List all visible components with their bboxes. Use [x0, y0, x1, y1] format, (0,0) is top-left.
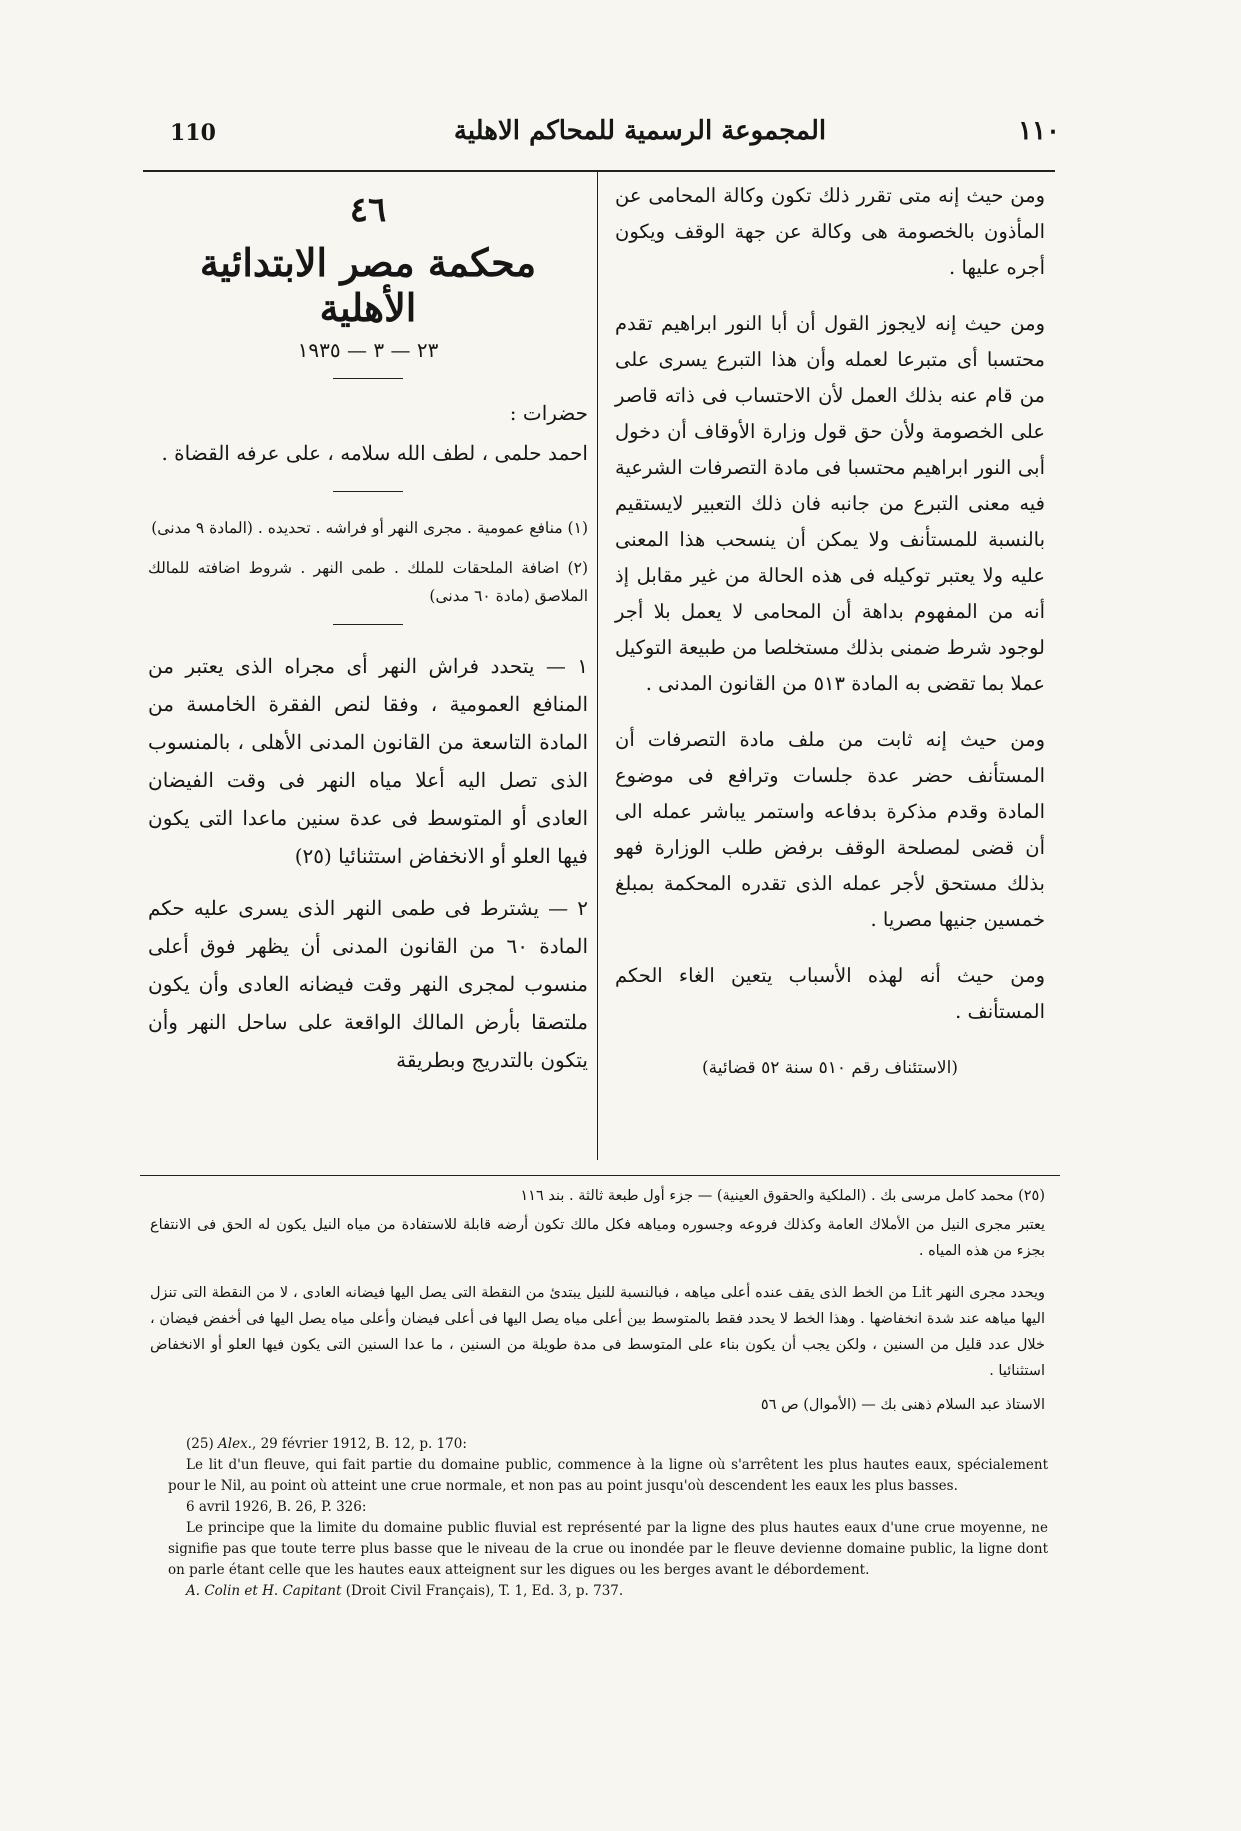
holding-paragraph: ١ — يتحدد فراش النهر أى مجراه الذى يعتبر من المنافع العمومية ، وفقا لنص الفقرة الخامسة من المادة التاسعة من القانون المدنى الأهلى ، بالمنسوب الذى تصل اليه أعلا مياه النهر فى وقت الفيضان العادى أو المتوسط فى عدة سنين ماعدا التى يكون فيها العلو أو الانخفاض استثنائيا (٢٥) — [148, 654, 588, 868]
authors-name: A. Colin et H. Capitant — [186, 1583, 342, 1599]
header-rule — [143, 170, 1055, 172]
head-note: (٢) اضافة الملحقات للملك . طمى النهر . شروط اضافته للمالك الملاصق (مادة ٦٠ مدنى) — [148, 559, 588, 605]
footnote-arabic-source: (٢٥) محمد كامل مرسى بك . (الملكية والحقوق العينية) — جزء أول طبعة ثالثة . بند ١١٦ — [520, 1188, 1045, 1204]
head-note: (١) منافع عمومية . مجرى النهر أو فراشه . تحديده . (المادة ٩ مدنى) — [151, 519, 588, 537]
holding-paragraph: ٢ — يشترط فى طمى النهر الذى يسرى عليه حكم المادة ٦٠ من القانون المدنى أن يظهر فوق أعلى منسوب لمجرى النهر وقت فيضانه العادى وأن يكون ملتصقا بأرض المالك الواقعة على ساحل النهر وأن يتكون بالتدريج وبطريقة — [148, 896, 588, 1072]
footnote-rule — [140, 1175, 1060, 1176]
present-label: حضرات : — [509, 401, 588, 425]
french-reference-2: 6 avril 1926, B. 26, P. 326: — [186, 1499, 367, 1515]
footnote-arabic-source: الاستاذ عبد السلام ذهنى بك — (الأموال) ص ٥٦ — [760, 1397, 1045, 1413]
footnote-arabic-text: ويحدد مجرى النهر Lit من الخط الذى يقف عنده أعلى مياهه ، فبالنسبة للنيل يبتدئ من النقطة التى يصل اليها فيضانه العادى ، لا من النقطة التى تنزل اليها مياهه عند شدة انخفاضها . وهذا الخط لا يحدد فقط بالمتوسط بين أعلى مياه يصل اليها فى أعلى فيضان وأعلى مياه يصل اليها فى أخفض فيضان ، خلال عدد قليل من السنين ، ولكن يجب أن يكون بناء على المتوسط فى مدة طويلة من السنين ، ما عدا السنين التى يكون فيها العلو أو الانخفاض استثنائيا . — [150, 1285, 1046, 1379]
section-rule — [333, 491, 403, 492]
judges-list: احمد حلمى ، لطف الله سلامه ، على عرفه القضاة . — [161, 441, 588, 465]
paragraph: ومن حيث إنه ثابت من ملف مادة التصرفات أن المستأنف حضر عدة جلسات وترافع فى موضوع المادة وقدم مذكرة بدفاعه واستمر يباشر عمله الى أن قضى لمصلحة الوقف برفض طلب الوزارة فهو بذلك مستحق لأجر عمله الذى تقدره المحكمة بمبلغ خمسين جنيها مصريا . — [615, 728, 1045, 931]
court-abbrev: Alex. — [218, 1436, 252, 1452]
page-number-latin: 110 — [170, 120, 216, 146]
paragraph: ومن حيث إنه متى تقرر ذلك تكون وكالة المحامى عن المأذون بالخصومة هى وكالة عن جهة الوقف ويكون أجره عليها . — [615, 184, 1045, 279]
french-text-2: Le principe que la limite du domaine public fluvial est représenté par la ligne des plus hautes eaux d'une crue moyenne, ne signifie pas que toute terre plus basse que le niveau de la crue ou inondée par le fleuve devienne domaine public, la ligne dont on parle étant celle que les hautes eaux atteignent sur les digues ou les berges avant le débordement. — [168, 1520, 1048, 1578]
paragraph: ومن حيث إنه لايجوز القول أن أبا النور ابراهيم تقدم محتسبا أى متبرعا لعمله وأن هذا التبرع يسرى على من قام عنه بذلك العمل لأن الاحتساب فى ذاته قاصر على الخصومة ولأن حق قول وزارة الأوقاف أن دخول أبى النور ابراهيم محتسبا فى مادة التصرفات الشرعية فيه معنى التبرع من جانبه فان ذلك التعبير لايستقيم بالنسبة للمستأنف ولا يمكن أن ينسحب هذا المعنى عليه ولا يعتبر توكيله فى هذه الحالة من غير مقابل إذ أنه من المفهوم بداهة أن المحامى لا يعمل بلا أجر لوجود شرط ضمنى بذلك مستخلصا من طبيعة التوكيل عملا بما تقضى به المادة ٥١٣ من القانون المدنى . — [615, 312, 1045, 695]
left-column — [148, 190, 588, 1093]
appeal-citation: (الاستئناف رقم ٥١٠ سنة ٥٢ قضائية) — [702, 1058, 958, 1078]
footnote-arabic-text: يعتبر مجرى النيل من الأملاك العامة وكذلك فروعه وجسوره ومياهه فكل مالك تكون أرضه قابلة للاستفادة من مياه النيل يكون له الحق فى الانتفاع بجزء من هذه المياه . — [150, 1217, 1045, 1259]
case-number: ٤٦ — [349, 190, 387, 230]
page-number-arabic: ١١٠ — [1018, 116, 1060, 146]
french-text-1: Le lit d'un fleuve, qui fait partie du domaine public, commence à la ligne où s'arrêtent les plus hautes eaux, spécialement pour le Nil, au point où atteint une crue normale, et non pas au point jusqu'où descendent les eaux les plus basses. — [168, 1457, 1048, 1494]
section-rule — [333, 378, 403, 379]
paragraph: ومن حيث أنه لهذه الأسباب يتعين الغاء الحكم المستأنف . — [615, 964, 1045, 1023]
footnote-french — [168, 1434, 1048, 1602]
column-divider — [597, 172, 598, 1160]
court-name: محكمة مصر الابتدائية الأهلية — [199, 240, 537, 330]
judgment-date: ٢٣ — ٣ — ١٩٣٥ — [297, 338, 439, 362]
right-column — [615, 178, 1045, 1106]
french-authors: A. Colin et H. Capitant (Droit Civil Français), T. 1, Ed. 3, p. 737. — [186, 1583, 624, 1599]
section-rule — [333, 624, 403, 625]
french-reference-1: (25) Alex., 29 février 1912, B. 12, p. 170: — [186, 1436, 467, 1452]
journal-title: المجموعة الرسمية للمحاكم الاهلية — [453, 116, 827, 146]
